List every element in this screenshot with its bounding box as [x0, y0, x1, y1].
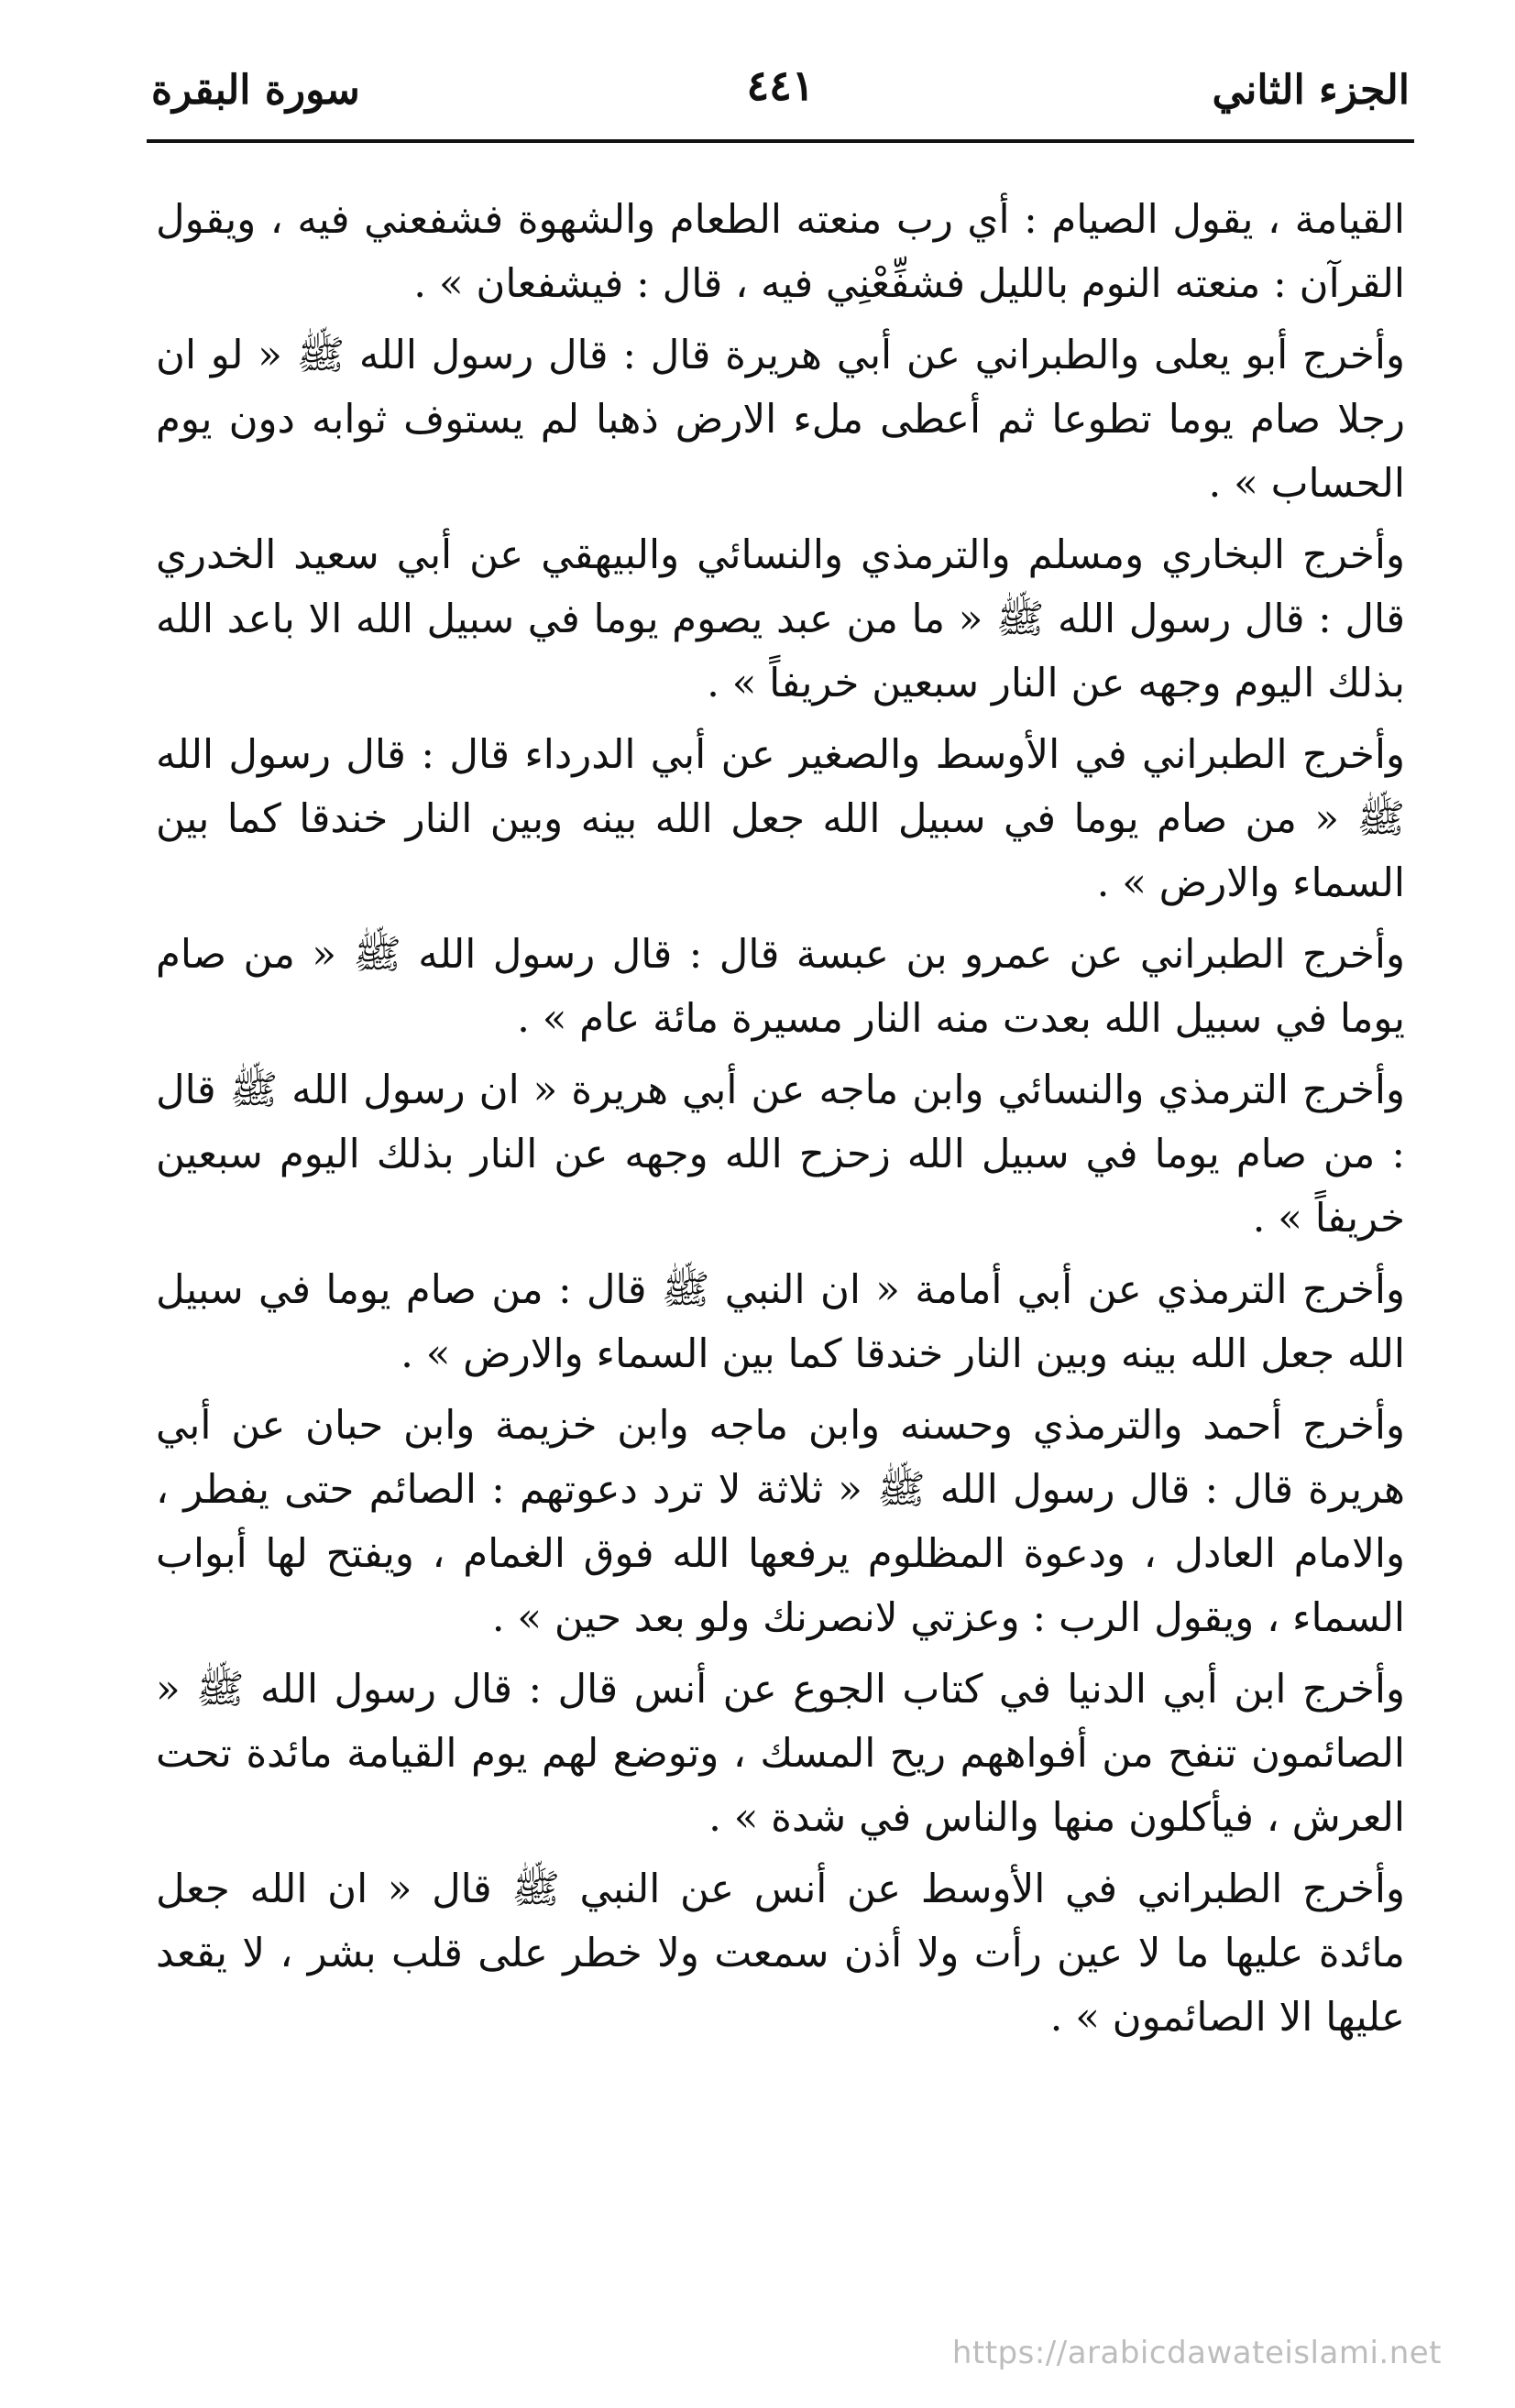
page-header	[151, 53, 1410, 126]
paragraph: وأخرج الترمذي والنسائي وابن ماجه عن أبي هريرة « ان رسول الله ﷺ قال : من صام يوما في سبيل الله زحزح الله وجهه عن النار بذلك اليوم سبعين خريفاً » .	[156, 1067, 1405, 1242]
surah-title: سورة البقرة	[151, 66, 360, 114]
paragraph: وأخرج أحمد والترمذي وحسنه وابن ماجه وابن خزيمة وابن حبان عن أبي هريرة قال : قال رسول الله ﷺ « ثلاثة لا ترد دعوتهم : الصائم حتى يفطر ، والامام العادل ، ودعوة المظلوم يرفعها الله فوق الغمام ، ويفتح لها أبواب السماء ، ويقول الرب : وعزتي لانصرنك ولو بعد حين » .	[156, 1403, 1405, 1641]
paragraph: وأخرج الترمذي عن أبي أمامة « ان النبي ﷺ قال : من صام يوما في سبيل الله جعل الله بينه وبين النار خندقا كما بين السماء والارض » .	[156, 1267, 1405, 1377]
paragraph: وأخرج البخاري ومسلم والترمذي والنسائي والبيهقي عن أبي سعيد الخدري قال : قال رسول الله ﷺ « ما من عبد يصوم يوما في سبيل الله الا باعد الله بذلك اليوم وجهه عن النار سبعين خريفاً » .	[156, 532, 1405, 706]
page-body	[156, 188, 1405, 2057]
page-number: ٤٤١	[746, 60, 815, 110]
part-title: الجزء الثاني	[1212, 66, 1410, 114]
watermark-url: https://arabicdawateislami.net	[951, 2335, 1442, 2371]
paragraph: وأخرج الطبراني عن عمرو بن عبسة قال : قال رسول الله ﷺ « من صام يوما في سبيل الله بعدت منه النار مسيرة مائة عام » .	[156, 932, 1405, 1042]
paragraph: وأخرج أبو يعلى والطبراني عن أبي هريرة قال : قال رسول الله ﷺ « لو ان رجلا صام يوما تطوعا ثم أعطى ملء الارض ذهبا لم يستوف ثوابه دون يوم الحساب » .	[156, 333, 1405, 507]
paragraph: وأخرج الطبراني في الأوسط عن أنس عن النبي ﷺ قال « ان الله جعل مائدة عليها ما لا عين رأت ولا أذن سمعت ولا خطر على قلب بشر ، لا يقعد عليها الا الصائمون » .	[156, 1866, 1405, 2041]
paragraph: وأخرج ابن أبي الدنيا في كتاب الجوع عن أنس قال : قال رسول الله ﷺ « الصائمون تنفح من أفواههم ريح المسك ، وتوضع لهم يوم القيامة مائدة تحت العرش ، فيأكلون منها والناس في شدة » .	[156, 1667, 1405, 1841]
paragraph: وأخرج الطبراني في الأوسط والصغير عن أبي الدرداء قال : قال رسول الله ﷺ « من صام يوما في سبيل الله جعل الله بينه وبين النار خندقا كما بين السماء والارض » .	[156, 732, 1405, 906]
paragraph: القيامة ، يقول الصيام : أي رب منعته الطعام والشهوة فشفعني فيه ، ويقول القرآن : منعته النوم بالليل فشفِّعْنِي فيه ، قال : فيشفعان » .	[156, 197, 1405, 307]
header-divider	[147, 139, 1414, 143]
